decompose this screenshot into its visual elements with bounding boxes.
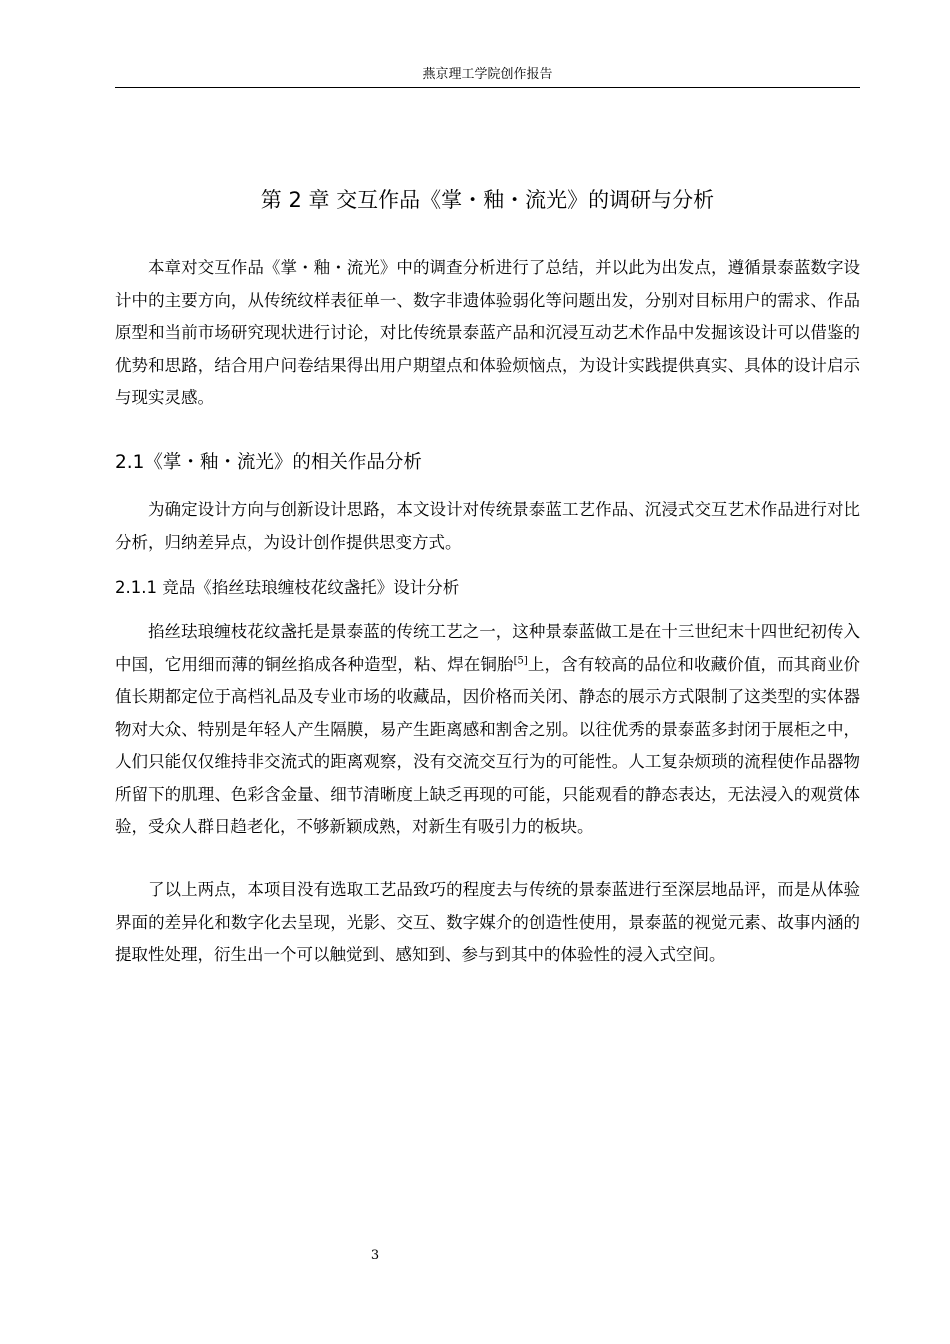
section-2-1-paragraph: 为确定设计方向与创新设计思路，本文设计对传统景泰蓝工艺作品、沉浸式交互艺术作品进行对比分析，归纳差异点，为设计创作提供思变方式。 — [115, 500, 860, 552]
section-2-1-1-paragraph-2: 了以上两点，本项目没有选取工艺品致巧的程度去与传统的景泰蓝进行至深层地品评，而是从体验界面的差异化和数字化去呈现，光影、交互、数字媒介的创造性使用，景泰蓝的视觉元素、故事内涵的提取性处理，衍生出一个可以触觉到、感知到、参与到其中的体验性的浸入式空间。 — [115, 880, 860, 964]
section-2-1-heading: 2.1《掌・釉・流光》的相关作品分析 — [115, 452, 422, 473]
paragraph-text: 上，含有较高的品位和收藏价值，而其商业价值长期都定位于高档礼品及专业市场的收藏品，因价格而关闭、静态的展示方式限制了这类型的实体器物对大众、特别是年轻人产生隔膜，易产生距离感和割舍之别。以往优秀的景泰蓝多封闭于展柜之中，人们只能仅仅维持非交流式的距离观察，没有交流交互行为的可能性。人工复杂烦琐的流程使作品器物所留下的肌理、色彩含金量、细节清晰度上缺乏再现的可能，只能观看的静态表达，无法浸入的观赏体验，受众人群日趋老化，不够新颖成熟，对新生有吸引力的板块。 — [115, 654, 861, 836]
section-2-1-1-paragraph-1 — [115, 616, 860, 844]
running-header: 燕京理工学院创作报告 — [422, 67, 553, 82]
header-rule — [115, 87, 860, 88]
chapter-title: 第 2 章 交互作品《掌・釉・流光》的调研与分析 — [260, 188, 715, 212]
citation-ref: [5] — [513, 655, 528, 666]
paragraph-text: 掐丝珐琅缠枝花纹盏托是景泰蓝的传统工艺之一，这种景泰蓝做工是在十三世纪末十四世纪初传入中国，它用细而薄的铜丝掐成各种造型，粘、焊在铜胎 — [115, 622, 860, 674]
chapter-intro-paragraph: 本章对交互作品《掌・釉・流光》中的调查分析进行了总结，并以此为出发点，遵循景泰蓝数字设计中的主要方向，从传统纹样表征单一、数字非遗体验弱化等问题出发，分别对目标用户的需求、作品原型和当前市场研究现状进行讨论，对比传统景泰蓝产品和沉浸互动艺术作品中发掘该设计可以借鉴的优势和思路，结合用户问卷结果得出用户期望点和体验烦恼点，为设计实践提供真实、具体的设计启示与现实灵感。 — [115, 258, 860, 407]
page-number: 3 — [370, 1248, 380, 1263]
section-2-1-1-heading: 2.1.1 竞品《掐丝珐琅缠枝花纹盏托》设计分析 — [115, 578, 460, 597]
